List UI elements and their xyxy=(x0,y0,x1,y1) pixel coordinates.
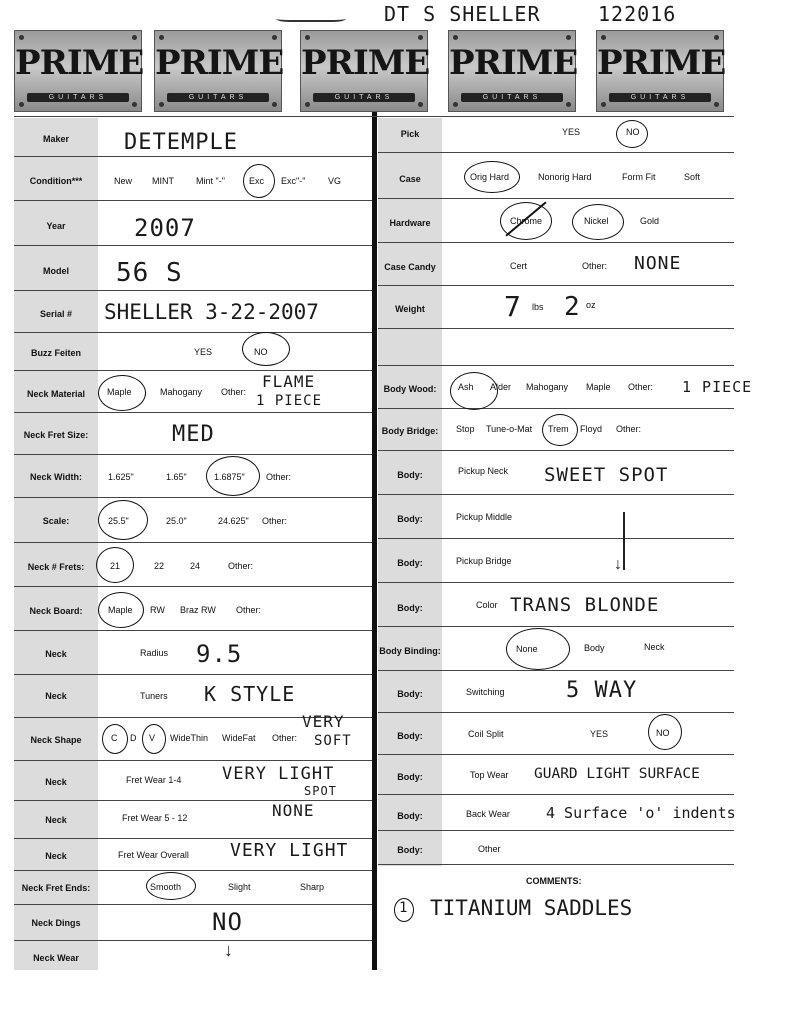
fret-size-label: Neck Fret Size: xyxy=(23,430,89,440)
fret-ends-option: Sharp xyxy=(300,882,325,892)
coil-prompt: Coil Split xyxy=(468,729,504,739)
neck-width-option: 1.625" xyxy=(108,472,134,482)
serial-value: SHELLER 3-22-2007 xyxy=(104,300,319,324)
neck-material-value2: 1 PIECE xyxy=(256,393,323,409)
top-wear-value: GUARD LIGHT SURFACE xyxy=(534,766,700,782)
condition-option: MINT xyxy=(152,176,174,186)
bridge-option: Stop xyxy=(456,424,475,434)
fretwear-overall-value: VERY LIGHT xyxy=(230,840,349,861)
header-name: DT S SHELLER xyxy=(384,2,541,26)
case-label: Case xyxy=(399,174,421,184)
back-wear-value: 4 Surface 'o' indents xyxy=(546,804,736,822)
fretwear14-value: VERY LIGHT xyxy=(222,764,335,784)
scale-option: 24.625" xyxy=(218,516,249,526)
fretwear512-value: NONE xyxy=(272,801,315,820)
weight-lbs-value: 7 xyxy=(504,290,522,323)
shape-option: V xyxy=(149,733,156,743)
body-wood-option: Other: xyxy=(628,382,654,392)
radius-prompt: Radius xyxy=(140,648,169,658)
maker-label: Maker xyxy=(42,134,69,144)
buzz-yes: YES xyxy=(194,347,213,357)
fretwear14-prompt: Fret Wear 1-4 xyxy=(126,775,182,785)
comments-label: COMMENTS: xyxy=(526,876,582,886)
pick-no: NO xyxy=(626,127,640,137)
pickup-neck-value: SWEET SPOT xyxy=(544,464,669,486)
neck-material-option: Maple xyxy=(107,387,132,397)
body-wood-value: 1 PIECE xyxy=(682,378,753,396)
frets-option: 22 xyxy=(154,561,165,571)
frets-option: 24 xyxy=(190,561,201,571)
column-divider xyxy=(372,112,377,970)
weight-label: Weight xyxy=(395,304,425,314)
year-value: 2007 xyxy=(134,214,196,242)
dings-value: NO xyxy=(212,908,243,936)
shape-label: Neck Shape xyxy=(30,735,82,745)
neck-width-option: 1.6875" xyxy=(214,472,245,482)
pickup-neck-prompt: Pickup Neck xyxy=(458,466,509,476)
case-option: Soft xyxy=(684,172,701,182)
arrow-line xyxy=(623,512,625,570)
comments-value: TITANIUM SADDLES xyxy=(430,896,633,920)
case-option: Form Fit xyxy=(622,172,656,182)
fret-size-value: MED xyxy=(172,422,215,447)
switching-value: 5 WAY xyxy=(566,678,638,703)
candy-other: Other: xyxy=(582,261,608,271)
model-value: 56 S xyxy=(116,258,183,288)
top-wear-prompt: Top Wear xyxy=(470,770,509,780)
weight-oz: oz xyxy=(586,300,596,310)
body-wood-option: Alder xyxy=(490,382,512,392)
body-wood-label: Body Wood: xyxy=(383,384,437,394)
fretwear-overall-label: Neck xyxy=(45,851,67,861)
neck-material-option: Other: xyxy=(221,387,247,397)
fretwear512-label: Neck xyxy=(45,815,67,825)
year-label: Year xyxy=(46,221,66,231)
shape-option: D xyxy=(130,733,137,743)
board-label: Neck Board: xyxy=(29,606,83,616)
neck-width-option: 1.65" xyxy=(166,472,187,482)
binding-label: Body Binding: xyxy=(379,646,441,656)
condition-label: Condition*** xyxy=(29,176,83,186)
body-wood-option: Ash xyxy=(458,382,474,392)
pickup-bridge-prompt: Pickup Bridge xyxy=(456,556,512,566)
bridge-option: Trem xyxy=(548,424,569,434)
hardware-label: Hardware xyxy=(389,218,431,228)
fretwear512-prompt: Fret Wear 5 - 12 xyxy=(122,813,188,823)
back-wear-prompt: Back Wear xyxy=(466,809,510,819)
condition-option: Mint "-" xyxy=(196,176,225,186)
shape-option: Other: xyxy=(272,733,298,743)
tuners-value: K STYLE xyxy=(204,682,296,706)
dings-label: Neck Dings xyxy=(31,918,81,928)
scale-option: 25.0" xyxy=(166,516,187,526)
fret-ends-option: Smooth xyxy=(150,882,182,892)
bridge-option: Floyd xyxy=(580,424,603,434)
coil-yes: YES xyxy=(590,729,609,739)
bridge-option: Tune-o-Mat xyxy=(486,424,533,434)
frets-option: Other: xyxy=(228,561,254,571)
buzz-no: NO xyxy=(254,347,268,357)
board-option: Braz RW xyxy=(180,605,216,615)
condition-option: VG xyxy=(328,176,342,186)
prime-logo: PRIME GUITARS xyxy=(596,30,724,112)
condition-option: New xyxy=(114,176,133,186)
hardware-option: Chrome xyxy=(510,216,543,226)
color-label: Body: xyxy=(397,603,423,613)
case-option: Orig Hard xyxy=(470,172,510,182)
binding-option: None xyxy=(516,644,538,654)
weight-oz-value: 2 xyxy=(564,292,581,322)
other-prompt: Other xyxy=(478,844,501,854)
scale-option: 25.5" xyxy=(108,516,129,526)
neck-material-label: Neck Material xyxy=(26,389,86,399)
weight-lbs: lbs xyxy=(532,302,544,312)
serial-label: Serial # xyxy=(39,309,73,319)
frets-option: 21 xyxy=(110,561,121,571)
fret-ends-option: Slight xyxy=(228,882,251,892)
prime-logo: PRIME GUITARS xyxy=(300,30,428,112)
radius-value: 9.5 xyxy=(196,640,243,668)
shape-value2: SOFT xyxy=(314,733,352,749)
shape-option: WideFat xyxy=(222,733,256,743)
neck-material-value: FLAME xyxy=(262,372,316,391)
tuners-label: Neck xyxy=(45,691,67,701)
board-option: Maple xyxy=(108,605,133,615)
scale-label: Scale: xyxy=(42,516,70,526)
frets-label: Neck # Frets: xyxy=(27,562,85,572)
body-wood-option: Mahogany xyxy=(526,382,569,392)
back-wear-label: Body: xyxy=(397,811,423,821)
shape-option: C xyxy=(111,733,118,743)
coil-no: NO xyxy=(656,728,670,738)
condition-option: Exc"-" xyxy=(281,176,306,186)
hardware-option: Gold xyxy=(640,216,660,226)
prime-logo: PRIME GUITARS xyxy=(14,30,142,112)
switching-label: Body: xyxy=(397,689,423,699)
scale-option: Other: xyxy=(262,516,288,526)
candy-value: NONE xyxy=(634,253,682,274)
board-option: Other: xyxy=(236,605,262,615)
top-rule xyxy=(14,116,734,117)
pickup-middle-label: Body: xyxy=(397,514,423,524)
candy-label: Case Candy xyxy=(384,262,436,272)
fret-ends-label: Neck Fret Ends: xyxy=(21,883,91,893)
board-option: RW xyxy=(150,605,165,615)
arrow-down-icon: ↓ xyxy=(224,940,233,960)
header-date: 122016 xyxy=(598,2,677,26)
buzz-label: Buzz Feiten xyxy=(30,348,81,358)
binding-option: Body xyxy=(584,643,605,653)
case-option: Nonorig Hard xyxy=(538,172,592,182)
bridge-label: Body Bridge: xyxy=(381,426,439,436)
pick-yes: YES xyxy=(562,127,581,137)
scribbled-initials xyxy=(276,6,346,22)
binding-option: Neck xyxy=(644,642,665,652)
radius-label: Neck xyxy=(45,649,67,659)
condition-option: Exc xyxy=(249,176,265,186)
shape-value: VERY xyxy=(302,712,345,731)
pickup-middle-prompt: Pickup Middle xyxy=(456,512,513,522)
neck-material-option: Mahogany xyxy=(160,387,203,397)
maker-value: DETEMPLE xyxy=(124,130,238,155)
coil-label: Body: xyxy=(397,731,423,741)
pickup-bridge-label: Body: xyxy=(397,558,423,568)
arrow-down-icon: ↓ xyxy=(614,556,622,573)
top-wear-label: Body: xyxy=(397,772,423,782)
comments-number: 1 xyxy=(399,900,409,916)
color-value: TRANS BLONDE xyxy=(510,594,660,616)
color-prompt: Color xyxy=(476,600,498,610)
neck-width-option: Other: xyxy=(266,472,292,482)
prime-logo: PRIME GUITARS xyxy=(154,30,282,112)
model-label: Model xyxy=(43,266,69,276)
shape-option: WideThin xyxy=(170,733,209,743)
fretwear-overall-prompt: Fret Wear Overall xyxy=(118,850,189,860)
prime-logo: PRIME GUITARS xyxy=(448,30,576,112)
hardware-option: Nickel xyxy=(584,216,609,226)
candy-cert: Cert xyxy=(510,261,528,271)
body-wood-option: Maple xyxy=(586,382,611,392)
neck-width-label: Neck Width: xyxy=(30,472,82,482)
other-label: Body: xyxy=(397,845,423,855)
fretwear14-label: Neck xyxy=(45,777,67,787)
wear-label: Neck Wear xyxy=(33,953,79,963)
fretwear14-value2: SPOT xyxy=(304,784,337,798)
pick-label: Pick xyxy=(400,129,420,139)
tuners-prompt: Tuners xyxy=(140,691,168,701)
pickup-neck-label: Body: xyxy=(397,470,423,480)
switching-prompt: Switching xyxy=(466,687,505,697)
bridge-option: Other: xyxy=(616,424,642,434)
